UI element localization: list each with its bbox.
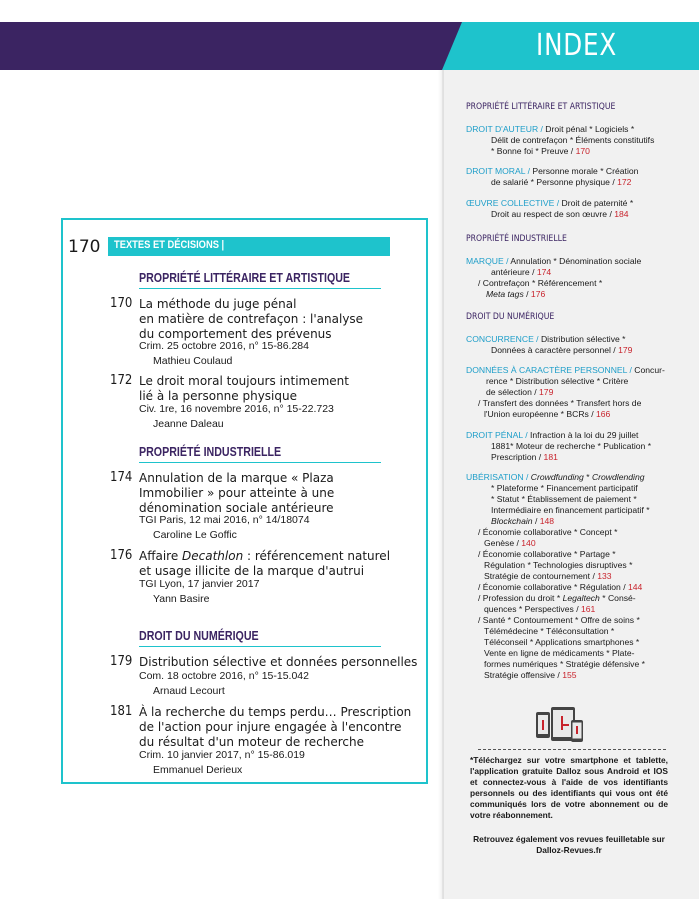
toc-entry-author: Arnaud Lecourt [153, 685, 225, 697]
index-entry[interactable]: DROIT PÉNAL / Infraction à la loi du 29 juillet [466, 430, 639, 440]
toc-entry-reference: TGI Paris, 12 mai 2016, n° 14/18074 [139, 514, 310, 526]
page-ref: 161 [580, 604, 596, 614]
index-section-title: DROIT DU NUMÉRIQUE [466, 312, 555, 322]
index-entry-line: Prescription / 181 [491, 452, 558, 462]
page-ref: 176 [530, 289, 546, 299]
page-ref: 179 [618, 345, 633, 355]
toc-entry-reference: Civ. 1re, 16 novembre 2016, n° 15-22.723 [139, 403, 334, 415]
toc-entry-author: Emmanuel Derieux [153, 764, 243, 776]
index-entry-line: Blockchain / 148 [491, 516, 555, 526]
page-ref: 148 [539, 516, 555, 526]
toc-entry-author: Mathieu Coulaud [153, 355, 233, 367]
index-entry-line: antérieure / 174 [491, 267, 552, 277]
toc-entry-reference: Com. 18 octobre 2016, n° 15-15.042 [139, 670, 309, 682]
index-entry-line: Vente en ligne de médicaments * Plate- [484, 648, 635, 658]
index-entry-line: * Plateforme * Financement participatif [491, 483, 638, 493]
section-rule [139, 646, 381, 647]
index-entry-line: Télémédecine * Téléconsultation * [484, 626, 615, 636]
toc-entry-page: 176 [110, 548, 133, 563]
toc-section-title: DROIT DU NUMÉRIQUE [139, 628, 259, 643]
index-entry-line: de sélection / 179 [486, 387, 554, 397]
toc-entry-reference: Crim. 10 janvier 2017, n° 15-86.019 [139, 749, 305, 761]
index-entry-line: * Statut * Établissement de paiement * [491, 494, 637, 504]
index-entry-line: Intermédiaire en financement participatif * [491, 505, 650, 515]
section-rule [139, 288, 381, 289]
page-ref: 179 [539, 387, 554, 397]
index-entry-line: * Bonne foi * Preuve / 170 [491, 146, 590, 156]
toc-entry-author: Yann Basire [153, 593, 210, 605]
index-entry[interactable]: ŒUVRE COLLECTIVE / Droit de paternité * [466, 198, 634, 208]
toc-section-title: PROPRIÉTÉ LITTÉRAIRE ET ARTISTIQUE [139, 270, 351, 285]
index-entry[interactable]: DROIT MORAL / Personne morale * Création [466, 166, 639, 176]
toc-entry-page: 179 [110, 654, 133, 669]
page-ref: 140 [521, 538, 536, 548]
page-ref: 144 [628, 582, 643, 592]
index-section-title: PROPRIÉTÉ INDUSTRIELLE [466, 234, 567, 244]
index-entry-line: Délit de contrefaçon * Éléments constitutifs [491, 135, 655, 145]
divider [478, 749, 666, 750]
app-download-note: *Téléchargez sur votre smartphone et tablette, l'application gratuite Dalloz sous Android et IOS et connectez-vous à l'aide de vos identifiants personnels ou des identifiants qui vous ont été communiqués lors de votre abonnement ou de votre réabonnement. [470, 755, 668, 820]
index-entry-line: de salarié * Personne physique / 172 [491, 177, 632, 187]
index-entry-line: 1881* Moteur de recherche * Publication * [491, 441, 652, 451]
index-entry-line: l'Union européenne * BCRs / 166 [484, 409, 611, 419]
toc-entry-page: 172 [110, 373, 133, 388]
toc-entry-title[interactable]: À la recherche du temps perdu… Prescription de l'action pour injure engagée à l'encontre du résultat d'un moteur de recherche [139, 705, 412, 749]
index-title: INDEX [536, 28, 618, 63]
toc-entry-title[interactable]: Annulation de la marque « Plaza Immobilier » pour atteinte à une dénomination sociale antérieure [139, 471, 335, 515]
index-entry-line: Stratégie de contournement / 133 [484, 571, 612, 581]
index-entry[interactable]: CONCURRENCE / Distribution sélective * [466, 334, 626, 344]
toc-header-label: TEXTES ET DÉCISIONS | [114, 239, 225, 251]
section-rule [139, 462, 381, 463]
index-entry-line: Genèse / 140 [484, 538, 536, 548]
toc-header-page: 170 [68, 237, 101, 257]
index-entry[interactable]: DONNÉES À CARACTÈRE PERSONNEL / Concur- [466, 365, 665, 375]
title-italic: Decathlon [182, 549, 244, 563]
index-entry-line: formes numériques * Stratégie défensive * [484, 659, 645, 669]
revues-note: Retrouvez également vos revues feuilletable sur Dalloz-Revues.fr [473, 834, 665, 855]
toc-entry-title[interactable]: Le droit moral toujours intimement lié à la personne physique [139, 374, 349, 403]
column-shadow [438, 70, 444, 899]
page-ref: 184 [614, 209, 629, 219]
devices-icon [534, 706, 584, 746]
index-entry-line: / Profession du droit * Legaltech * Consé- [478, 593, 636, 603]
toc-entry-reference: TGI Lyon, 17 janvier 2017 [139, 578, 260, 590]
toc-entry-author: Jeanne Daleau [153, 418, 224, 430]
index-entry-line: / Santé * Contournement * Offre de soins * [478, 615, 640, 625]
index-entry-line: rence * Distribution sélective * Critère [486, 376, 629, 386]
toc-entry-page: 181 [110, 704, 133, 719]
toc-entry-page: 170 [110, 296, 133, 311]
index-entry-line: / Économie collaborative * Partage * [478, 549, 616, 559]
index-entry-line: Stratégie offensive / 155 [484, 670, 577, 680]
index-entry[interactable]: MARQUE / Annulation * Dénomination sociale [466, 256, 642, 266]
toc-entry-title[interactable]: Affaire Decathlon : référencement naturel et usage illicite de la marque d'autrui [139, 549, 391, 578]
page-ref: 133 [597, 571, 612, 581]
index-entry[interactable]: DROIT D'AUTEUR / Droit pénal * Logiciels * [466, 124, 635, 134]
toc-entry-author: Caroline Le Goffic [153, 529, 237, 541]
page-ref: 172 [617, 177, 632, 187]
index-entry-line: Droit au respect de son œuvre / 184 [491, 209, 629, 219]
index-entry-line: Régulation * Technologies disruptives * [484, 560, 633, 570]
index-entry-line: / Transfert des données * Transfert hors de [478, 398, 642, 408]
index-entry-line: / Contrefaçon * Référencement * [478, 278, 603, 288]
page-ref: 170 [575, 146, 590, 156]
index-entry-line: / Économie collaborative * Concept * [478, 527, 618, 537]
page-ref: 166 [596, 409, 611, 419]
index-entry-line: Meta tags / 176 [486, 289, 546, 299]
toc-entry-reference: Crim. 25 octobre 2016, n° 15-86.284 [139, 340, 309, 352]
page-ref: 174 [536, 267, 552, 277]
page-ref: 181 [543, 452, 558, 462]
index-entry[interactable]: UBÉRISATION / Crowdfunding * Crowdlending [466, 472, 645, 482]
toc-entry-page: 174 [110, 470, 133, 485]
index-entry-line: quences * Perspectives / 161 [484, 604, 596, 614]
index-entry-line: / Économie collaborative * Régulation / 144 [478, 582, 643, 592]
index-entry-line: Données à caractère personnel / 179 [491, 345, 633, 355]
index-section-title: PROPRIÉTÉ LITTÉRAIRE ET ARTISTIQUE [466, 102, 616, 112]
toc-entry-title[interactable]: Distribution sélective et données personnelles [139, 655, 418, 669]
toc-section-title: PROPRIÉTÉ INDUSTRIELLE [139, 444, 282, 459]
page-ref: 155 [562, 670, 577, 680]
index-entry-line: Téléconseil * Applications smartphones * [484, 637, 640, 647]
toc-entry-title[interactable]: La méthode du juge pénal en matière de contrefaçon : l'analyse du comportement des prévenus [139, 297, 364, 341]
